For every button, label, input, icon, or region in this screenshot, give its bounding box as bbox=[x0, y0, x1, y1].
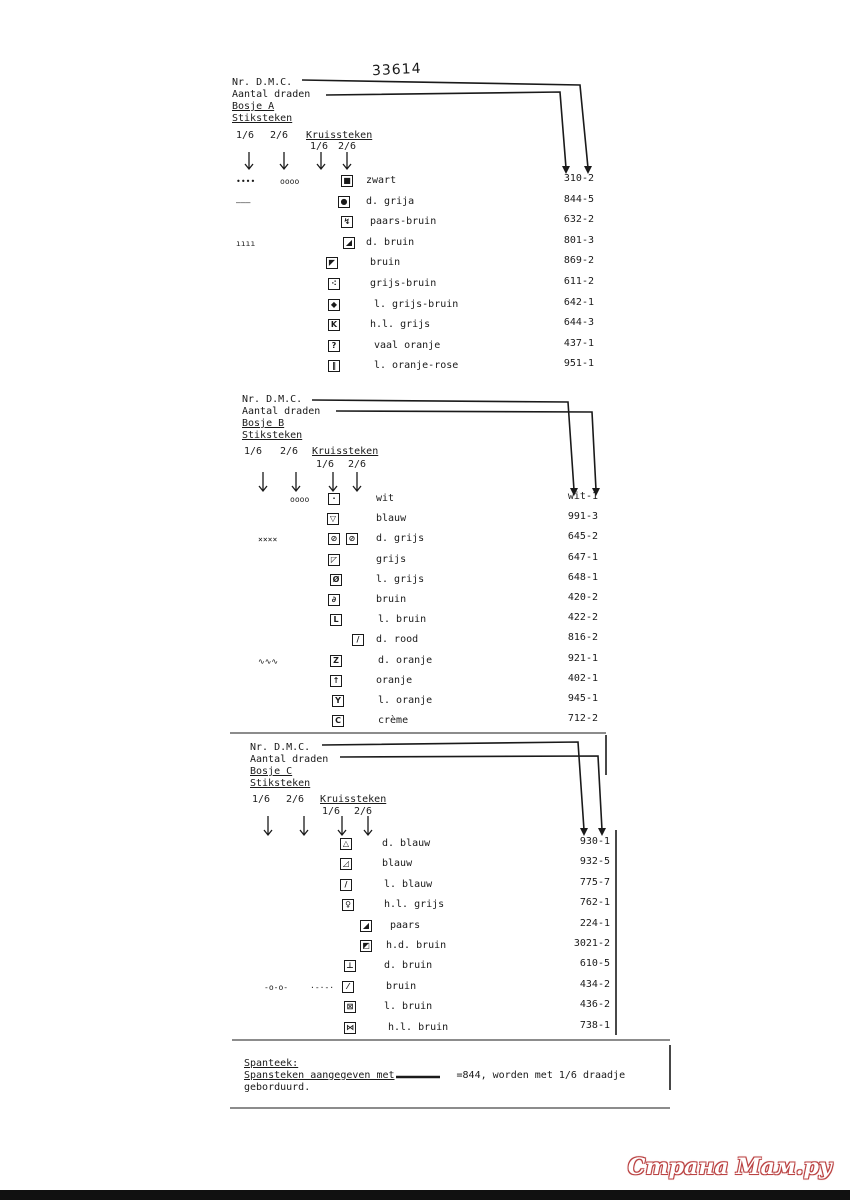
dmc-code: 422-2 bbox=[567, 612, 598, 624]
header-dmc-label: Nr. D.M.C. bbox=[242, 394, 303, 405]
section-a-kruis-label: Kruissteken bbox=[306, 130, 373, 141]
dmc-code: 775-7 bbox=[579, 876, 610, 888]
header-dmc-label: Nr. D.M.C. bbox=[232, 77, 293, 88]
color-name: bruin bbox=[370, 257, 401, 269]
chart-symbol-icon: ∂ bbox=[328, 594, 340, 606]
chart-symbol-icon: ◢ bbox=[343, 237, 355, 249]
dmc-code: 644-3 bbox=[563, 317, 594, 329]
color-name: zwart bbox=[366, 175, 397, 186]
dmc-code: 816-2 bbox=[567, 632, 598, 644]
dmc-code: 945-1 bbox=[567, 693, 598, 704]
footer-note bbox=[244, 1058, 625, 1094]
kruis-col-2-6: 2/6 bbox=[348, 459, 367, 470]
chart-symbol-icon: ⁄ bbox=[342, 981, 354, 993]
chart-symbol-icon: ● bbox=[338, 196, 350, 208]
dmc-code: 420-2 bbox=[567, 592, 598, 603]
footer-line2: geborduurd. bbox=[244, 1082, 311, 1093]
color-name: bruin bbox=[386, 980, 417, 992]
stitch-marker-secondary: oooo bbox=[290, 495, 310, 504]
col-1-6: 1/6 bbox=[236, 130, 255, 141]
kruis-col-1-6: 1/6 bbox=[322, 806, 341, 817]
dmc-code: 844-5 bbox=[563, 193, 594, 205]
chart-symbol-icon: Ø bbox=[330, 574, 342, 586]
color-name: d. blauw bbox=[382, 838, 431, 849]
col-2-6: 2/6 bbox=[270, 130, 289, 141]
chart-symbol-icon: ↯ bbox=[341, 216, 353, 228]
chart-symbol-icon: ◤ bbox=[326, 257, 338, 269]
footer-line1-a: Spansteken aangegeven met bbox=[244, 1070, 395, 1081]
color-name: l. oranje bbox=[378, 695, 433, 706]
header-bundle-label: Bosje C bbox=[250, 766, 293, 777]
stitch-marker: ıııı bbox=[236, 238, 256, 248]
dmc-code: 921-1 bbox=[567, 652, 598, 664]
header-stitch-label: Stiksteken bbox=[242, 430, 303, 441]
header-bundle-label: Bosje A bbox=[232, 101, 275, 112]
chart-symbol-icon: ? bbox=[328, 340, 340, 352]
col-1-6: 1/6 bbox=[244, 446, 263, 457]
col-2-6: 2/6 bbox=[286, 794, 305, 805]
chart-symbol-icon: △ bbox=[340, 838, 352, 850]
color-name: crème bbox=[378, 715, 409, 727]
kruis-col-2-6: 2/6 bbox=[338, 141, 357, 152]
color-name: h.l. grijs bbox=[370, 319, 431, 331]
dmc-code: 611-2 bbox=[563, 276, 594, 287]
chart-symbol-icon: ⊘ bbox=[328, 533, 340, 545]
dmc-code: 632-2 bbox=[563, 214, 594, 226]
color-name: h.l. bruin bbox=[388, 1021, 449, 1033]
stitch-marker-secondary: ·-·-· bbox=[310, 982, 335, 992]
color-name: paars-bruin bbox=[370, 216, 437, 228]
dmc-code: 930-1 bbox=[579, 836, 610, 847]
dmc-code: 801-3 bbox=[563, 234, 594, 246]
color-name: h.l. grijs bbox=[384, 899, 445, 911]
chart-symbol-icon: ♀ bbox=[342, 899, 354, 911]
section-a-header bbox=[232, 77, 310, 125]
dmc-code: 434-2 bbox=[579, 978, 610, 990]
chart-symbol-icon: / bbox=[352, 634, 364, 646]
color-name: d. grijs bbox=[376, 533, 425, 545]
dmc-code: 224-1 bbox=[579, 917, 610, 929]
header-threads-label: Aantal draden bbox=[250, 754, 329, 765]
color-name: grijs bbox=[376, 553, 407, 565]
color-name: l. grijs-bruin bbox=[374, 298, 459, 310]
chart-symbol-icon: ◩ bbox=[360, 940, 372, 952]
header-threads-label: Aantal draden bbox=[242, 406, 321, 417]
section-c-header bbox=[250, 742, 328, 790]
color-name: d. grija bbox=[366, 195, 415, 207]
stitch-marker: ——— bbox=[236, 197, 251, 207]
dmc-code: 610-5 bbox=[579, 958, 610, 970]
dmc-code: wit-1 bbox=[567, 491, 598, 502]
stitch-marker: ∿∿∿ bbox=[258, 656, 279, 666]
footer-line1-b: =844, worden met 1/6 draadje bbox=[456, 1070, 626, 1081]
dmc-code: 437-1 bbox=[563, 337, 594, 349]
color-name: wit bbox=[376, 493, 395, 504]
color-name: l. blauw bbox=[384, 878, 433, 890]
color-name: blauw bbox=[382, 858, 413, 870]
color-name: d. oranje bbox=[378, 654, 433, 666]
dmc-code: 738-1 bbox=[579, 1019, 610, 1031]
document-number: 33614 bbox=[371, 60, 422, 80]
chart-symbol-icon: ◢ bbox=[360, 920, 372, 932]
chart-symbol-icon: C bbox=[332, 715, 344, 727]
section-b-kruis-label: Kruissteken bbox=[312, 446, 379, 457]
chart-symbol-icon: L bbox=[330, 614, 342, 626]
color-name: vaal oranje bbox=[374, 339, 441, 351]
chart-symbol-icon: ◿ bbox=[340, 858, 352, 870]
chart-symbol-icon: / bbox=[340, 879, 352, 891]
header-bundle-label: Bosje B bbox=[242, 418, 285, 429]
section-c-kruis-label: Kruissteken bbox=[320, 794, 387, 805]
dmc-code: 310-2 bbox=[563, 173, 594, 184]
color-name: l. grijs bbox=[376, 573, 425, 585]
col-2-6: 2/6 bbox=[280, 446, 299, 457]
col-1-6: 1/6 bbox=[252, 794, 271, 805]
dmc-code: 645-2 bbox=[567, 531, 598, 543]
stitch-marker: •••• bbox=[236, 177, 256, 186]
kruis-col-2-6: 2/6 bbox=[354, 806, 373, 817]
chart-symbol-icon: ⊠ bbox=[344, 1001, 356, 1013]
stitch-marker-secondary: oooo bbox=[280, 177, 300, 186]
color-name: blauw bbox=[376, 513, 407, 525]
chart-symbol-icon: ‖ bbox=[328, 360, 340, 372]
footer-title: Spanteek: bbox=[244, 1058, 299, 1069]
header-threads-label: Aantal draden bbox=[232, 89, 311, 100]
color-name: oranje bbox=[376, 674, 413, 686]
dmc-code: 642-1 bbox=[563, 296, 594, 308]
dmc-code: 647-1 bbox=[567, 551, 598, 563]
chart-symbol-icon: ⊥ bbox=[344, 960, 356, 972]
chart-symbol-icon: ◸ bbox=[328, 554, 340, 566]
header-stitch-label: Stiksteken bbox=[232, 113, 293, 124]
color-name: h.d. bruin bbox=[386, 940, 447, 951]
color-name: l. oranje-rose bbox=[374, 360, 459, 372]
color-name: d. bruin bbox=[384, 960, 433, 972]
color-name: paars bbox=[390, 919, 421, 931]
header-dmc-label: Nr. D.M.C. bbox=[250, 742, 311, 753]
kruis-col-1-6: 1/6 bbox=[316, 459, 335, 470]
stitch-marker: ×××× bbox=[258, 535, 278, 545]
chart-symbol-icon: ■ bbox=[341, 175, 353, 187]
kruis-col-1-6: 1/6 bbox=[310, 141, 329, 152]
dmc-code: 991-3 bbox=[567, 511, 598, 523]
chart-symbol-icon: ▽ bbox=[327, 513, 339, 525]
chart-symbol-alt-icon: ⊘ bbox=[346, 533, 358, 545]
dmc-code: 951-1 bbox=[563, 358, 594, 370]
dmc-code: 436-2 bbox=[579, 999, 610, 1011]
color-name: d. bruin bbox=[366, 236, 415, 248]
color-name: grijs-bruin bbox=[370, 278, 437, 289]
color-name: d. rood bbox=[376, 634, 419, 646]
section-b-header bbox=[242, 394, 320, 442]
bottom-edge bbox=[0, 1190, 850, 1200]
chart-symbol-icon: Z bbox=[330, 655, 342, 667]
dmc-code: 648-1 bbox=[567, 571, 598, 583]
color-name: l. bruin bbox=[378, 614, 427, 626]
dmc-code: 402-1 bbox=[567, 672, 598, 684]
dmc-code: 932-5 bbox=[579, 856, 610, 868]
dmc-code: 762-1 bbox=[579, 897, 610, 909]
dmc-code: 712-2 bbox=[567, 713, 598, 725]
dmc-code: 869-2 bbox=[563, 255, 594, 267]
chart-symbol-icon: ◆ bbox=[328, 299, 340, 311]
color-name: l. bruin bbox=[384, 1001, 433, 1013]
header-stitch-label: Stiksteken bbox=[250, 778, 311, 789]
watermark-logo: Страна Мам.ру bbox=[627, 1154, 832, 1180]
chart-symbol-icon: ⁖ bbox=[328, 278, 340, 290]
chart-symbol-icon: ↑ bbox=[330, 675, 342, 687]
stitch-marker: -o-o- bbox=[264, 982, 289, 992]
chart-symbol-icon: ⋈ bbox=[346, 1022, 354, 1032]
chart-symbol-icon: Y bbox=[332, 695, 344, 707]
color-name: bruin bbox=[376, 594, 407, 605]
chart-symbol-icon: · bbox=[328, 493, 340, 505]
chart-symbol-icon: K bbox=[328, 319, 340, 331]
dmc-code: 3021-2 bbox=[573, 938, 610, 949]
